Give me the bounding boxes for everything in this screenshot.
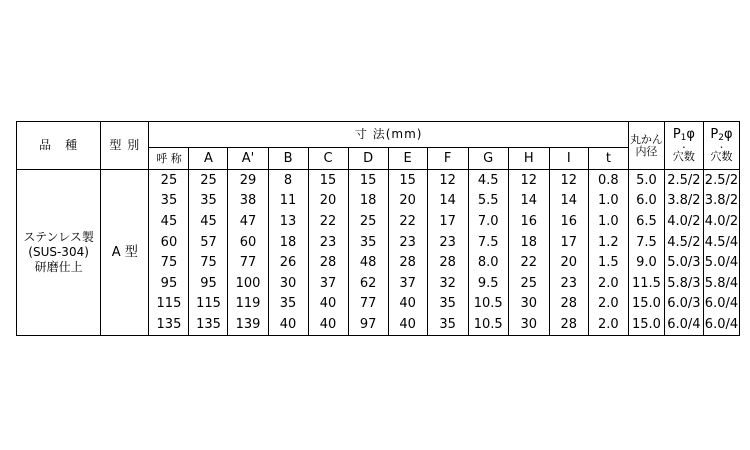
table-cell: 135	[149, 314, 189, 335]
material-cell	[17, 170, 101, 336]
table-cell: 75	[189, 252, 228, 273]
table-cell: 10.5	[468, 314, 508, 335]
col-header: B	[268, 148, 308, 170]
table-cell: 40	[308, 314, 348, 335]
table-cell: 17	[549, 232, 588, 253]
col-header: I	[549, 148, 588, 170]
table-cell: 40	[388, 314, 427, 335]
table-cell: 115	[189, 294, 228, 315]
table-cell: 5.0	[628, 170, 664, 191]
table-cell: 100	[228, 273, 268, 294]
table-cell: 135	[189, 314, 228, 335]
table-cell: 7.5	[628, 232, 664, 253]
table-cell: 8.0	[468, 252, 508, 273]
table-cell: 10.5	[468, 294, 508, 315]
table-cell: 7.0	[468, 211, 508, 232]
col-header: C	[308, 148, 348, 170]
table-cell: 139	[228, 314, 268, 335]
table-cell: 38	[228, 191, 268, 212]
table-cell: 7.5	[468, 232, 508, 253]
col-header: 呼 称	[149, 148, 189, 170]
col-header: E	[388, 148, 427, 170]
table-cell: 8	[268, 170, 308, 191]
table-body	[17, 170, 740, 336]
table-cell: 37	[388, 273, 427, 294]
table-cell: 12	[427, 170, 468, 191]
table-cell: 22	[508, 252, 549, 273]
table-cell: 17	[427, 211, 468, 232]
table-row	[17, 170, 740, 191]
table-cell: 5.8/3	[664, 273, 703, 294]
table-cell: 25	[508, 273, 549, 294]
table-cell: 6.0/4	[703, 314, 739, 335]
table-cell: 77	[348, 294, 388, 315]
table-cell: 16	[549, 211, 588, 232]
table-cell: 6.5	[628, 211, 664, 232]
table-cell: 5.5	[468, 191, 508, 212]
table-cell: 28	[308, 252, 348, 273]
table-cell: 5.0/3	[664, 252, 703, 273]
header-sunpo: 寸 法(mm)	[149, 122, 629, 148]
table-cell: 30	[508, 294, 549, 315]
table-cell: 20	[388, 191, 427, 212]
table-cell: 22	[308, 211, 348, 232]
col-header: D	[348, 148, 388, 170]
table-cell: 23	[388, 232, 427, 253]
header-row-1	[17, 122, 740, 148]
table-cell: 23	[427, 232, 468, 253]
material-line: 研磨仕上	[34, 259, 83, 274]
table-cell: 6.0	[628, 191, 664, 212]
table-cell: 25	[149, 170, 189, 191]
material-line: (SUS-304)	[28, 244, 89, 259]
table-cell: 4.0/2	[703, 211, 739, 232]
table-cell: 40	[308, 294, 348, 315]
table-cell: 23	[308, 232, 348, 253]
table-cell: 22	[388, 211, 427, 232]
table-cell: 0.8	[588, 170, 628, 191]
table-cell: 18	[508, 232, 549, 253]
table-cell: 28	[549, 314, 588, 335]
table-cell: 45	[189, 211, 228, 232]
table-cell: 13	[268, 211, 308, 232]
material-line: ステンレス製	[23, 229, 94, 244]
col-header: H	[508, 148, 549, 170]
type-cell: A 型	[101, 170, 149, 336]
table-cell: 18	[268, 232, 308, 253]
table-cell: 28	[388, 252, 427, 273]
table-cell: 57	[189, 232, 228, 253]
table-cell: 18	[348, 191, 388, 212]
table-cell: 95	[189, 273, 228, 294]
table-cell: 12	[508, 170, 549, 191]
header-katabetsu: 型 別	[101, 122, 149, 170]
header-hinshu: 品 種	[17, 122, 101, 170]
col-header: A'	[228, 148, 268, 170]
table-cell: 5.8/4	[703, 273, 739, 294]
table-cell: 14	[549, 191, 588, 212]
table-cell: 9.0	[628, 252, 664, 273]
table-cell: 4.0/2	[664, 211, 703, 232]
table-cell: 119	[228, 294, 268, 315]
table-cell: 35	[427, 294, 468, 315]
table-cell: 47	[228, 211, 268, 232]
table-cell: 37	[308, 273, 348, 294]
table-cell: 35	[427, 314, 468, 335]
table-cell: 60	[228, 232, 268, 253]
table-cell: 15	[348, 170, 388, 191]
table-cell: 62	[348, 273, 388, 294]
table-cell: 60	[149, 232, 189, 253]
table-cell: 35	[189, 191, 228, 212]
table-cell: 25	[189, 170, 228, 191]
table-cell: 6.0/4	[703, 294, 739, 315]
dimension-table	[16, 121, 740, 336]
table-cell: 26	[268, 252, 308, 273]
table-cell: 4.5	[468, 170, 508, 191]
table-cell: 15.0	[628, 294, 664, 315]
table-cell: 35	[268, 294, 308, 315]
table-cell: 5.0/4	[703, 252, 739, 273]
table-cell: 20	[308, 191, 348, 212]
table-cell: 3.8/2	[664, 191, 703, 212]
col-header: G	[468, 148, 508, 170]
table-cell: 11	[268, 191, 308, 212]
table-cell: 6.0/4	[664, 314, 703, 335]
table-cell: 4.5/2	[664, 232, 703, 253]
table-cell: 2.0	[588, 314, 628, 335]
table-cell: 23	[549, 273, 588, 294]
table-cell: 4.5/4	[703, 232, 739, 253]
table-cell: 45	[149, 211, 189, 232]
table-cell: 75	[149, 252, 189, 273]
table-cell: 3.8/2	[703, 191, 739, 212]
table-cell: 95	[149, 273, 189, 294]
table-cell: 28	[549, 294, 588, 315]
table-cell: 28	[427, 252, 468, 273]
table-cell: 15	[308, 170, 348, 191]
table-cell: 20	[549, 252, 588, 273]
col-header: A	[189, 148, 228, 170]
table-cell: 11.5	[628, 273, 664, 294]
table-cell: 1.5	[588, 252, 628, 273]
header-p1: $P_1\varphi$ ・ 穴数	[664, 122, 703, 170]
header-p2: $P_2\varphi$ ・ 穴数	[703, 122, 739, 170]
table-cell: 77	[228, 252, 268, 273]
header-marukan: 丸かん 内径	[628, 122, 664, 170]
table-cell: 12	[549, 170, 588, 191]
table-cell: 40	[268, 314, 308, 335]
table-cell: 6.0/3	[664, 294, 703, 315]
table-cell: 15.0	[628, 314, 664, 335]
table-cell: 40	[388, 294, 427, 315]
table-cell: 48	[348, 252, 388, 273]
col-header: F	[427, 148, 468, 170]
table-cell: 1.0	[588, 191, 628, 212]
table-cell: 30	[268, 273, 308, 294]
table-cell: 1.0	[588, 211, 628, 232]
table-cell: 35	[149, 191, 189, 212]
table-cell: 30	[508, 314, 549, 335]
table-cell: 14	[508, 191, 549, 212]
table-cell: 1.2	[588, 232, 628, 253]
table-cell: 2.5/2	[703, 170, 739, 191]
table-cell: 97	[348, 314, 388, 335]
table-cell: 2.0	[588, 273, 628, 294]
table-cell: 25	[348, 211, 388, 232]
table-cell: 15	[388, 170, 427, 191]
col-header: t	[588, 148, 628, 170]
table-cell: 2.5/2	[664, 170, 703, 191]
table-cell: 2.0	[588, 294, 628, 315]
table-cell: 9.5	[468, 273, 508, 294]
table-cell: 32	[427, 273, 468, 294]
table-cell: 16	[508, 211, 549, 232]
table-cell: 35	[348, 232, 388, 253]
table-cell: 29	[228, 170, 268, 191]
table-cell: 115	[149, 294, 189, 315]
table-cell: 14	[427, 191, 468, 212]
